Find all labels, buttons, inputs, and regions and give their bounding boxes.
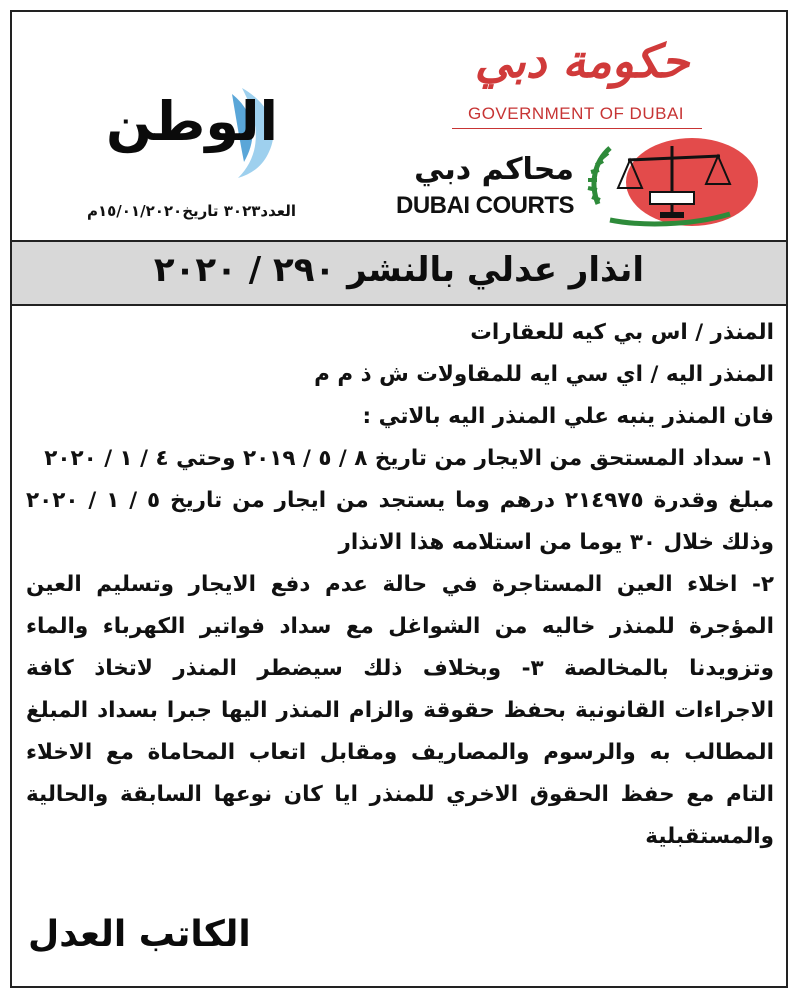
gov-divider (452, 128, 702, 129)
gov-dubai-english: GOVERNMENT OF DUBAI (467, 104, 685, 123)
title-bar (12, 240, 786, 306)
warner-line: المنذر / اس بي كيه للعقارات (470, 320, 774, 345)
warned-line: المنذر اليه / اي سي ايه للمقاولات ش ذ م م (314, 362, 774, 387)
issue-date: العدد٣٠٢٣ تاريخ١٥/٠١/٢٠٢٠م (86, 202, 296, 220)
al-watan-name: الوطن (105, 90, 279, 153)
notice-title: انذار عدلي بالنشر ٢٩٠ / ٢٠٢٠ (153, 250, 645, 290)
notice-frame (10, 10, 788, 988)
amount-clause: مبلغ وقدرة ٢١٤٩٧٥ درهم وما يستجد من ايجار من تاريخ ٥ / ١ / ٢٠٢٠ وذلك خلال ٣٠ يوما من استلامه هذا الانذار (26, 488, 775, 555)
dubai-courts-scales-icon (580, 134, 760, 230)
notice-body (26, 312, 774, 858)
courts-english-name: DUBAI COURTS (396, 192, 574, 219)
intro-line: فان المنذر ينبه علي المنذر اليه بالاتي : (362, 404, 774, 429)
clause-2-3: ٢- اخلاء العين المستاجرة في حالة عدم دفع الايجار وتسليم العين المؤجرة للمنذر خاليه من الشواغل مع سداد فواتير الكهرباء والماء وتزويدنا بالمخالصة ٣- وبخلاف ذلك سيضطر المنذر لاتخاذ كافة الاجراءات القانونية بحفظ حقوقة والزام المنذر اليها جبرا بسداد المبلغ المطالب به والرسوم والمصاريف ومقابل اتعاب المحاماة مع الاخلاء التام مع حفظ الحقوق الاخري للمنذر ايا كان نوعها السابقة والحالية والمستقبلية (26, 572, 774, 849)
notary-signature: الكاتب العدل (28, 914, 251, 955)
courts-arabic-name: محاكم دبي (414, 152, 574, 187)
gov-dubai-arabic-logo: حكومة دبي (474, 34, 690, 88)
clause-1: ١- سداد المستحق من الايجار من تاريخ ٨ / ٥ / ٢٠١٩ وحتي ٤ / ١ / ٢٠٢٠ (44, 446, 774, 471)
header (12, 12, 786, 238)
